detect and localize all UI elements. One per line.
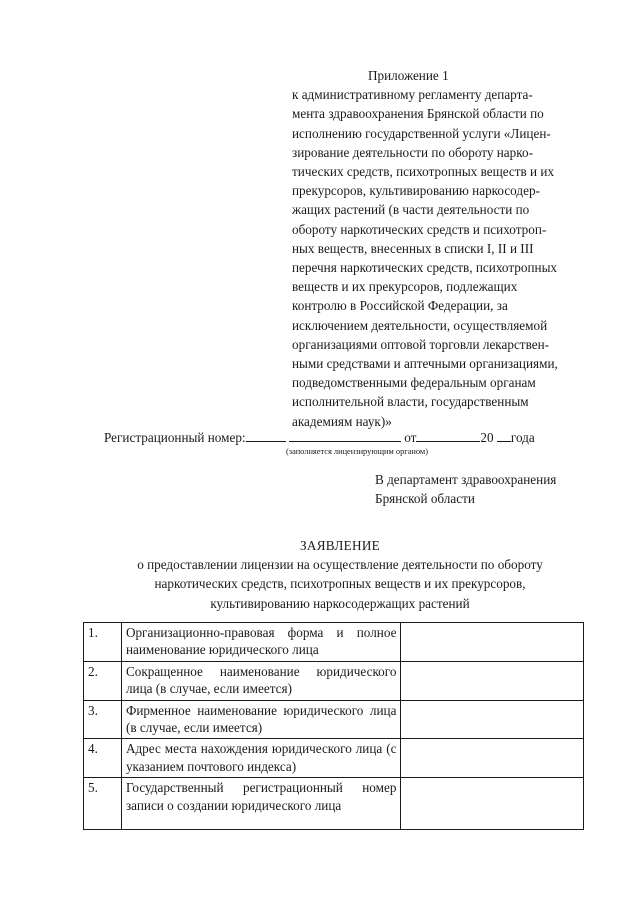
row-number: 2.: [84, 661, 122, 700]
registration-label: Регистрационный номер:: [104, 430, 246, 445]
appendix-line: к административному регламенту департа-: [292, 87, 533, 103]
table-row: [84, 661, 584, 700]
appendix-line: тических средств, психотропных веществ и их: [292, 164, 555, 180]
table-row: [84, 778, 584, 830]
appendix-line: прекурсоров, культивированию наркосодер-: [292, 183, 540, 199]
row-label: Государственный регистрационный номер записи о создании юридического лица: [121, 778, 401, 830]
row-value-field[interactable]: [401, 661, 584, 700]
appendix-line: ных веществ, внесенных в списки I, II и III: [292, 240, 534, 256]
row-label: Фирменное наименование юридического лица (в случае, если имеется): [121, 700, 401, 739]
registration-line: [104, 428, 535, 447]
row-number: 3.: [84, 700, 122, 739]
addressee-block: [375, 470, 605, 508]
registration-year-suffix: года: [510, 430, 535, 445]
registration-date-blank[interactable]: [416, 429, 480, 442]
table-row: [84, 623, 584, 662]
table-row: [84, 739, 584, 778]
appendix-line: зирование деятельности по обороту нарко-: [292, 144, 533, 160]
registration-note: (заполняется лицензирующим органом): [286, 447, 429, 456]
appendix-line: исключением деятельности, осуществляемой: [292, 317, 548, 333]
addressee-line: Брянской области: [375, 491, 475, 507]
appendix-line: контролю в Российской Федерации, за: [292, 298, 508, 314]
row-value-field[interactable]: [401, 778, 584, 830]
statement-subtitle-line: культивированию наркосодержащих растений: [210, 595, 470, 611]
appendix-line: веществ и их прекурсоров, подлежащих: [292, 279, 518, 295]
row-number: 4.: [84, 739, 122, 778]
table-row: [84, 700, 584, 739]
appendix-line: исполнению государственной услуги «Лицен-: [292, 125, 551, 141]
appendix-title: Приложение 1: [368, 68, 449, 83]
statement-subtitle-line: наркотических средств, психотропных веществ и их прекурсоров,: [154, 576, 526, 592]
statement-subtitle-line: о предоставлении лицензии на осуществление деятельности по обороту: [137, 557, 543, 573]
appendix-line: перечня наркотических средств, психотропных: [292, 260, 558, 276]
statement-heading: [60, 536, 620, 613]
registration-year-blank[interactable]: [497, 429, 511, 442]
registration-number-blank-2[interactable]: [289, 429, 401, 442]
row-label: Организационно-правовая форма и полное наименование юридического лица: [121, 623, 401, 662]
row-label: Адрес места нахождения юридического лица (с указанием почтового индекса): [121, 739, 401, 778]
appendix-text: [292, 85, 586, 431]
registration-number-blank[interactable]: [246, 429, 286, 442]
appendix-line: подведомственными федеральным органам: [292, 375, 536, 391]
row-value-field[interactable]: [401, 739, 584, 778]
row-number: 1.: [84, 623, 122, 662]
appendix-line: мента здравоохранения Брянской области по: [292, 106, 544, 122]
row-number: 5.: [84, 778, 122, 830]
row-label: Сокращенное наименование юридического лица (в случае, если имеется): [121, 661, 401, 700]
row-value-field[interactable]: [401, 700, 584, 739]
appendix-line: исполнительной власти, государственным: [292, 394, 529, 410]
registration-from-label: от: [404, 430, 417, 445]
appendix-line: обороту наркотических средств и психотроп-: [292, 221, 547, 237]
statement-title: ЗАЯВЛЕНИЕ: [299, 538, 381, 553]
appendix-line: академиям наук)»: [292, 413, 392, 429]
appendix-line: ными средствами и аптечными организациями,: [292, 356, 558, 372]
appendix-line: жащих растений (в части деятельности по: [292, 202, 530, 218]
registration-year-prefix: 20: [480, 430, 494, 445]
addressee-line: В департамент здравоохранения: [375, 472, 557, 487]
appendix-block: [292, 66, 586, 431]
application-form-table: [83, 622, 584, 830]
appendix-line: организациями оптовой торговли лекарствен-: [292, 336, 550, 352]
row-value-field[interactable]: [401, 623, 584, 662]
